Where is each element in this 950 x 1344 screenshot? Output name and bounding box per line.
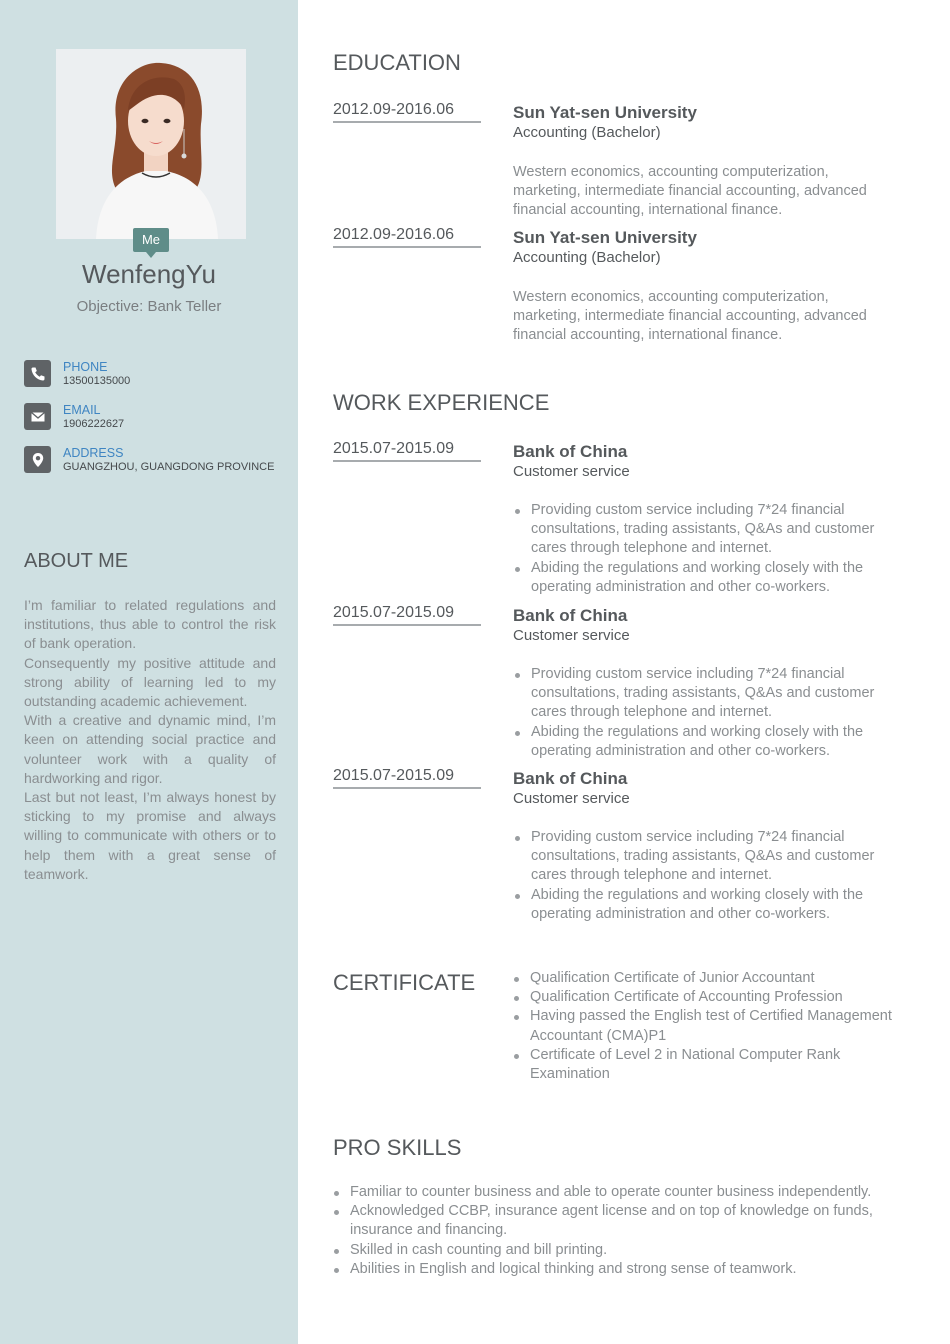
education-school: Sun Yat-sen University: [513, 228, 697, 247]
education-school: Sun Yat-sen University: [513, 103, 697, 122]
work-experience-heading: WORK EXPERIENCE: [333, 390, 550, 415]
contact-phone: [24, 360, 294, 392]
list-item: Familiar to counter business and able to operate counter business independently.: [332, 1183, 892, 1202]
contact-address: [24, 446, 294, 478]
list-item: Certificate of Level 2 in National Computer Rank Examination: [512, 1046, 902, 1084]
certificate-heading: CERTIFICATE: [333, 970, 476, 995]
list-item: Qualification Certificate of Accounting Profession: [512, 988, 902, 1007]
candidate-name: WenfengYu: [82, 259, 216, 289]
contact-label: ADDRESS: [63, 446, 124, 460]
education-date: 2012.09-2016.06: [333, 226, 481, 248]
sidebar: [0, 0, 298, 1344]
list-item: Having passed the English test of Certified Management Accountant (CMA)P1: [512, 1007, 902, 1045]
education-date: 2012.09-2016.06: [333, 101, 481, 123]
list-item: Skilled in cash counting and bill printing.: [332, 1241, 892, 1260]
contact-label: PHONE: [63, 360, 108, 374]
education-courses: Western economics, accounting computerization, marketing, intermediate financial accounting, advanced financial accounting, international finance.: [513, 289, 867, 344]
list-item: Abiding the regulations and working closely with the operating administration and other co-workers.: [513, 559, 893, 597]
work-date: 2015.07-2015.09: [333, 604, 481, 626]
certificate-list: [512, 969, 902, 1084]
phone-icon: [24, 360, 51, 387]
portrait-illustration: [56, 49, 246, 239]
list-item: Abilities in English and logical thinking and strong sense of teamwork.: [332, 1260, 892, 1279]
pro-skills-heading: PRO SKILLS: [333, 1135, 462, 1160]
job-objective: Objective: Bank Teller: [76, 298, 222, 315]
work-duties-list: [513, 828, 893, 924]
about-paragraph: Consequently my positive attitude and strong ability of learning led to my outstanding academic achievement.: [24, 654, 276, 710]
list-item: Abiding the regulations and working closely with the operating administration and other co-workers.: [513, 723, 893, 761]
contact-value: GUANGZHOU, GUANGDONG PROVINCE: [63, 461, 275, 473]
work-duties-list: [513, 665, 893, 761]
work-company: Bank of China: [513, 606, 628, 625]
education-courses: Western economics, accounting computerization, marketing, intermediate financial accounting, advanced financial accounting, international finance.: [513, 164, 867, 219]
skills-list: [332, 1183, 892, 1279]
contact-email: [24, 403, 294, 435]
about-paragraph: I’m familiar to related regulations and institutions, thus able to control the risk of bank operation.: [24, 597, 276, 652]
contact-value: 1906222627: [63, 418, 125, 430]
education-degree: Accounting (Bachelor): [513, 124, 661, 141]
education-heading: EDUCATION: [333, 50, 461, 75]
list-item: Providing custom service including 7*24 financial consultations, trading assistants, Q&As and customer cares through telephone and internet.: [513, 665, 893, 723]
envelope-icon: [24, 403, 51, 430]
work-duties-list: [513, 501, 893, 597]
work-position: Customer service: [513, 463, 630, 480]
contact-label: EMAIL: [63, 403, 101, 417]
work-company: Bank of China: [513, 769, 628, 788]
about-me-heading: ABOUT ME: [24, 550, 129, 572]
list-item: Qualification Certificate of Junior Accountant: [512, 969, 902, 988]
work-position: Customer service: [513, 627, 630, 644]
work-position: Customer service: [513, 790, 630, 807]
education-degree: Accounting (Bachelor): [513, 249, 661, 266]
about-paragraph: Last but not least, I’m always honest by sticking to my promise and always willing to communicate with others or to help them with a great sense of teamwork.: [24, 789, 276, 882]
list-item: Providing custom service including 7*24 financial consultations, trading assistants, Q&As and customer cares through telephone and internet.: [513, 828, 893, 886]
list-item: Acknowledged CCBP, insurance agent license and on top of knowledge on funds, insurance and financing.: [332, 1202, 892, 1240]
about-me-text: [24, 596, 276, 884]
location-pin-icon: [24, 446, 51, 473]
work-company: Bank of China: [513, 442, 628, 461]
list-item: Providing custom service including 7*24 financial consultations, trading assistants, Q&As and customer cares through telephone and internet.: [513, 501, 893, 559]
contact-value: 13500135000: [63, 375, 131, 387]
about-paragraph: With a creative and dynamic mind, I’m keen on attending social practice and volunteer work with a quality of hardworking and rigor.: [24, 712, 276, 786]
me-badge: Me: [133, 228, 169, 252]
list-item: Abiding the regulations and working closely with the operating administration and other co-workers.: [513, 886, 893, 924]
profile-photo: [56, 49, 246, 239]
work-date: 2015.07-2015.09: [333, 440, 481, 462]
work-date: 2015.07-2015.09: [333, 767, 481, 789]
